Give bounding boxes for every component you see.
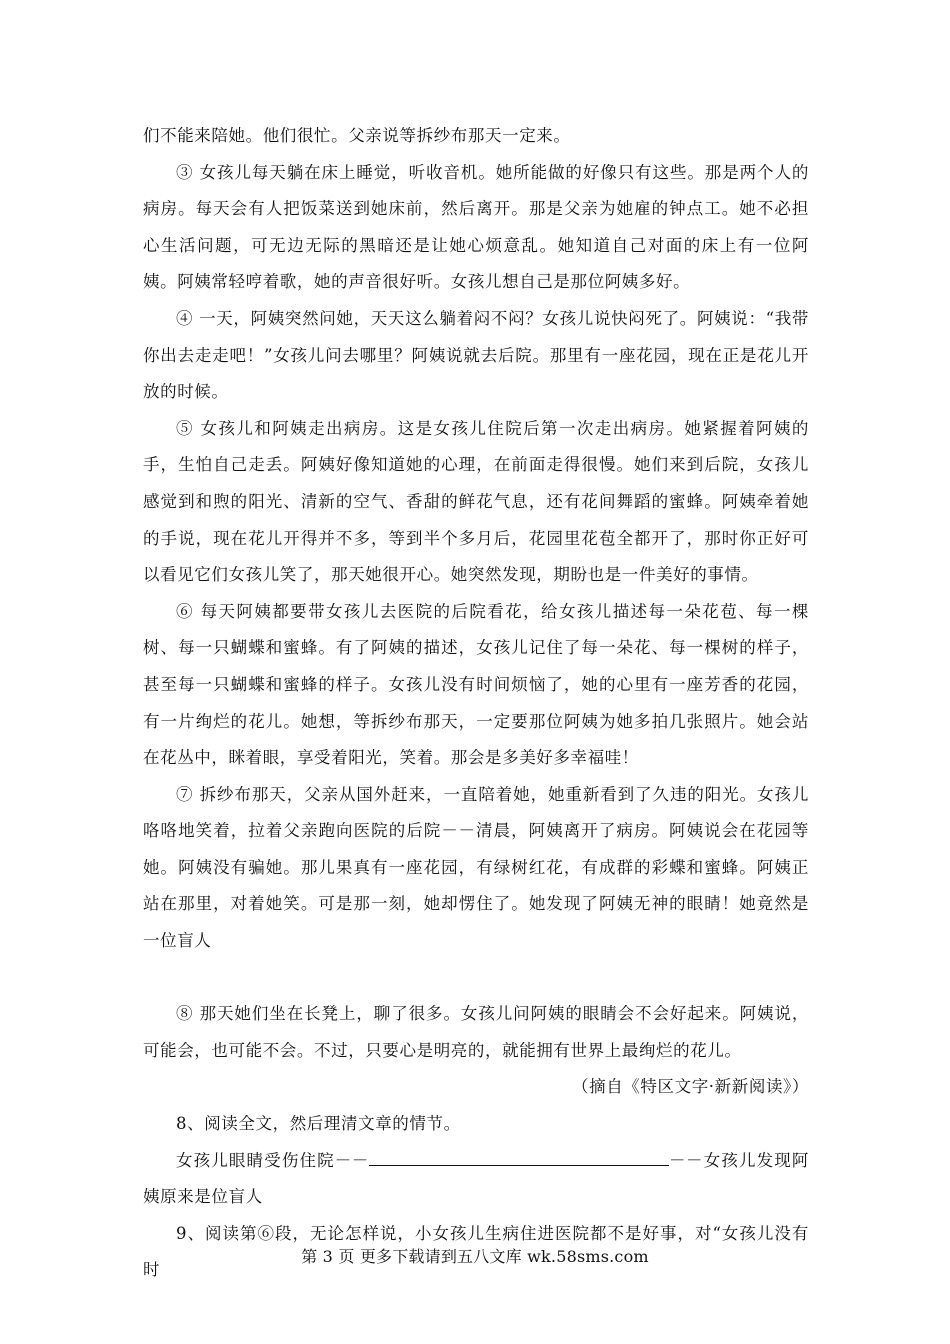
question-8-plot-start: 女孩儿眼睛受伤住院－－ xyxy=(176,1150,369,1170)
paragraph-6: ⑥ 每天阿姨都要带女孩儿去医院的后院看花，给女孩儿描述每一朵花苞、每一棵树、每一只蝴蝶和蜜蜂。有了阿姨的描述，女孩儿记住了每一朵花、每一棵树的样子，甚至每一只蝴蝶和蜜蜂的样子。女孩儿没有时间烦恼了，她的心里有一座芳香的花园，有一片绚烂的花儿。她想，等拆纱布那天，一定要那位阿姨为她多拍几张照片。她会站在花丛中，眯着眼，享受着阳光，笑着。那会是多美好多幸福哇！ xyxy=(143,601,809,768)
question-8-fill-in xyxy=(143,1143,809,1216)
source-citation: （摘自《特区文字·新新阅读》） xyxy=(572,1077,809,1097)
blank-line xyxy=(143,960,809,997)
paragraph-5: ⑤ 女孩儿和阿姨走出病房。这是女孩儿住院后第一次走出病房。她紧握着阿姨的手，生怕自己走丢。阿姨好像知道她的心理，在前面走得很慢。她们来到后院，女孩儿感觉到和煦的阳光、清新的空气、香甜的鲜花气息，还有花间舞蹈的蜜蜂。阿姨牵着她的手说，现在花儿开得并不多，等到半个多月后，花园里花苞全都开了，那时你正好可以看见它们女孩儿笑了，那天她很开心。她突然发现，期盼也是一件美好的事情。 xyxy=(143,418,809,585)
paragraph-3: ③ 女孩儿每天躺在床上睡觉，听收音机。她所能做的好像只有这些。那是两个人的病房。每天会有人把饭菜送到她床前，然后离开。那是父亲为她雇的钟点工。她不必担心生活问题，可无边无际的黑暗还是让她心烦意乱。她知道自己对面的床上有一位阿姨。阿姨常轻哼着歌，她的声音很好听。女孩儿想自己是那位阿姨多好。 xyxy=(143,162,809,292)
question-8-plot-end: －－女孩儿发现阿姨原来是位盲人 xyxy=(143,1150,809,1207)
paragraph-8: ⑧ 那天她们坐在长凳上，聊了很多。女孩儿问阿姨的眼睛会不会好起来。阿姨说，可能会，也可能不会。不过，只要心是明亮的，就能拥有世界上最绚烂的花儿。 xyxy=(143,1004,809,1060)
question-9: 9、阅读第⑥段，无论怎样说，小女孩儿生病住进医院都不是好事，对“女孩儿没有时 xyxy=(143,1223,809,1280)
paragraph-7: ⑦ 拆纱布那天，父亲从国外赶来，一直陪着她，她重新看到了久违的阳光。女孩儿咯咯地笑着，拉着父亲跑向医院的后院－－清晨，阿姨离开了病房。阿姨说会在花园等她。阿姨没有骗她。那儿果真有一座花园，有绿树红花，有成群的彩蝶和蜜蜂。阿姨正站在那里，对着她笑。可是那一刻，她却愣住了。她发现了阿姨无神的眼睛！她竟然是一位盲人 xyxy=(143,784,809,951)
paragraph-continued: 们不能来陪她。他们很忙。父亲说等拆纱布那天一定来。 xyxy=(143,126,571,145)
document-body xyxy=(143,118,809,1289)
question-8: 8、阅读全文，然后理清文章的情节。 xyxy=(176,1114,461,1134)
answer-blank[interactable] xyxy=(369,1147,669,1166)
paragraph-4: ④ 一天，阿姨突然问她，天天这么躺着闷不闷？女孩儿说快闷死了。阿姨说：“我带你出去走走吧！”女孩儿问去哪里？阿姨说就去后院。那里有一座花园，现在正是花儿开放的时候。 xyxy=(143,308,809,402)
page-footer: 第 3 页 更多下载请到五八文库 wk.58sms.com xyxy=(301,1247,649,1266)
